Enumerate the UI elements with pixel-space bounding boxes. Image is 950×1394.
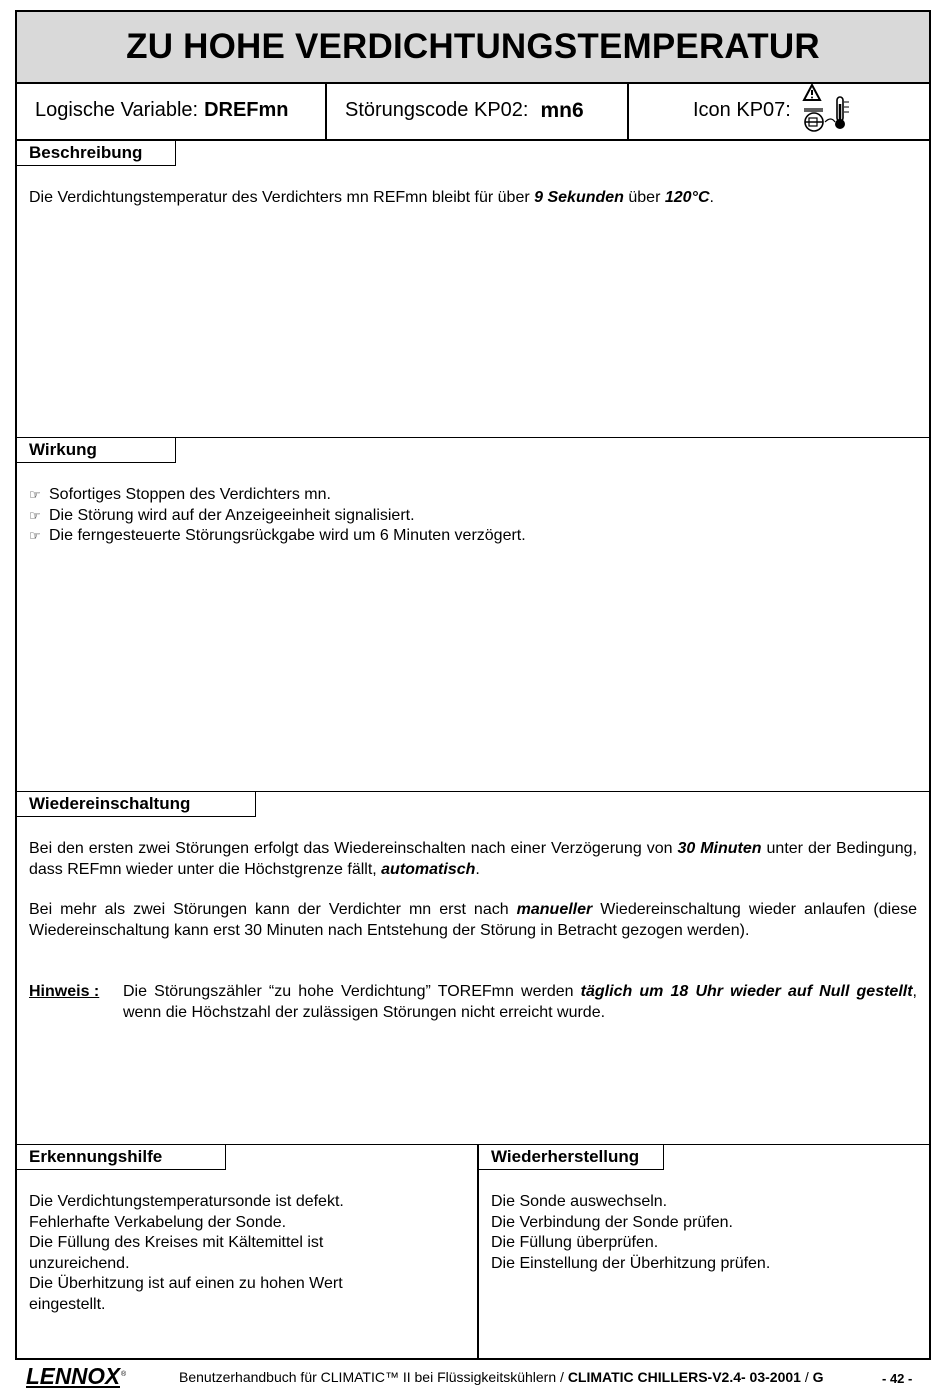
info-row: [17, 82, 929, 141]
list-item: [29, 485, 917, 506]
manual-mode: manueller: [516, 901, 593, 918]
beschreibung-text-start: Die Verdichtungstemperatur des Verdichters mn REFmn bleibt für über: [29, 189, 535, 206]
erkennungshilfe-line: Die Füllung des Kreises mit Kältemittel ist: [29, 1234, 324, 1251]
footer-text-start: Benutzerhandbuch für CLIMATIC™ II bei Flüssigkeitskühlern /: [179, 1369, 568, 1385]
fault-code-label: Störungscode KP02:: [345, 99, 529, 121]
note-label: Hinweis :: [29, 983, 100, 1000]
footer-text: [179, 1369, 824, 1385]
footer-doc-id: CLIMATIC CHILLERS-V2.4- 03-2001: [567, 1369, 801, 1385]
page-number: - 42 -: [882, 1371, 913, 1386]
wiedereinschaltung-paragraph-1: [29, 839, 917, 880]
wiederherstellung-line: Die Verbindung der Sonde prüfen.: [491, 1213, 733, 1231]
wirkung-item-text: Sofortiges Stoppen des Verdichters mn.: [49, 486, 331, 503]
lennox-logo: [24, 1362, 128, 1390]
logical-variable-label: Logische Variable:: [35, 99, 199, 121]
footer-language: G: [812, 1369, 824, 1385]
wiederherstellung-text: [491, 1192, 917, 1274]
wiederherstellung-line: Die Füllung überprüfen.: [491, 1234, 659, 1251]
wiedereinschaltung-paragraph-2: [29, 900, 917, 941]
logical-variable-cell: [17, 82, 327, 139]
pointing-hand-icon: ☞: [29, 507, 41, 523]
note-body: [123, 982, 917, 1023]
erkennungshilfe-line: unzureichend.: [29, 1254, 130, 1272]
p2-text-start: Bei mehr als zwei Störungen kann der Verdichter mn erst nach: [29, 901, 517, 918]
erkennungshilfe-line: Die Verdichtungstemperatursonde ist defekt.: [29, 1193, 344, 1210]
section-label-erkennungshilfe: Erkennungshilfe: [17, 1145, 226, 1170]
note-text-start: Die Störungszähler “zu hohe Verdichtung” TOREFmn werden: [123, 983, 581, 1000]
p2-text-end: Wiedereinschaltung wieder anlaufen (diese Wiedereinschaltung kann erst 30 Minuten nach Entstehung der Störung in Betracht gezogen werden).: [29, 901, 917, 939]
icon-label: Icon KP07:: [693, 99, 791, 121]
p1-text-end: .: [475, 860, 480, 878]
note-text-end: , wenn die Höchstzahl der zulässigen Störungen nicht erreicht wurde.: [123, 983, 917, 1021]
title-bar: [17, 12, 929, 84]
erkennungshilfe-line: Die Überhitzung ist auf einen zu hohen Wert: [29, 1275, 343, 1292]
footer-separator: /: [800, 1369, 813, 1385]
pointing-hand-icon: ☞: [29, 528, 41, 543]
logical-variable-value: DREFmn: [204, 99, 289, 121]
wiedereinschaltung-text: [29, 839, 917, 1023]
svg-text:®: ®: [121, 1371, 127, 1378]
wirkung-item-text: Die Störung wird auf der Anzeigeeinheit signalisiert.: [49, 506, 415, 524]
column-divider: [477, 1144, 479, 1358]
reset-time: täglich um 18 Uhr wieder auf Null gestellt: [580, 983, 913, 1000]
beschreibung-text-end: .: [709, 189, 714, 206]
fault-code-cell: [327, 82, 629, 139]
section-label-wiederherstellung: Wiederherstellung: [479, 1145, 664, 1170]
delay-value: 30 Minuten: [677, 840, 762, 857]
page-title: ZU HOHE VERDICHTUNGSTEMPERATUR: [126, 27, 820, 66]
beschreibung-text-mid: über: [623, 189, 665, 206]
erkennungshilfe-text: [29, 1192, 465, 1315]
section-label-wiedereinschaltung: Wiedereinschaltung: [17, 792, 256, 817]
note-block: [29, 982, 917, 1023]
warning-compressor-thermometer-icon: [801, 82, 857, 132]
p1-text-start: Bei den ersten zwei Störungen erfolgt das Wiedereinschalten nach einer Verzögerung von: [29, 840, 678, 857]
automatic-mode: automatisch: [381, 860, 476, 878]
document-frame: [15, 10, 931, 1360]
section-label-wirkung: Wirkung: [17, 438, 176, 463]
list-item: [29, 526, 917, 547]
page-footer: [0, 1360, 950, 1394]
beschreibung-text: [29, 188, 917, 209]
pointing-hand-icon: ☞: [29, 487, 41, 502]
erkennungshilfe-line: eingestellt.: [29, 1295, 106, 1313]
wirkung-list: [29, 485, 917, 547]
duration-value: 9 Sekunden: [534, 189, 624, 206]
p1-text-mid: unter der Bedingung, dass REFmn wieder unter die Höchstgrenze fällt,: [29, 840, 918, 878]
section-label-beschreibung: Beschreibung: [17, 141, 176, 166]
svg-text:LENNOX: LENNOX: [26, 1363, 122, 1389]
list-item: [29, 506, 917, 527]
wiederherstellung-line: Die Sonde auswechseln.: [491, 1193, 668, 1210]
icon-cell: [629, 82, 929, 139]
wirkung-item-text: Die ferngesteuerte Störungsrückgabe wird um 6 Minuten verzögert.: [49, 527, 526, 544]
temperature-value: 120°C: [664, 189, 710, 206]
wiederherstellung-line: Die Einstellung der Überhitzung prüfen.: [491, 1254, 771, 1272]
erkennungshilfe-line: Fehlerhafte Verkabelung der Sonde.: [29, 1213, 287, 1231]
fault-code-value: mn6: [540, 98, 584, 122]
